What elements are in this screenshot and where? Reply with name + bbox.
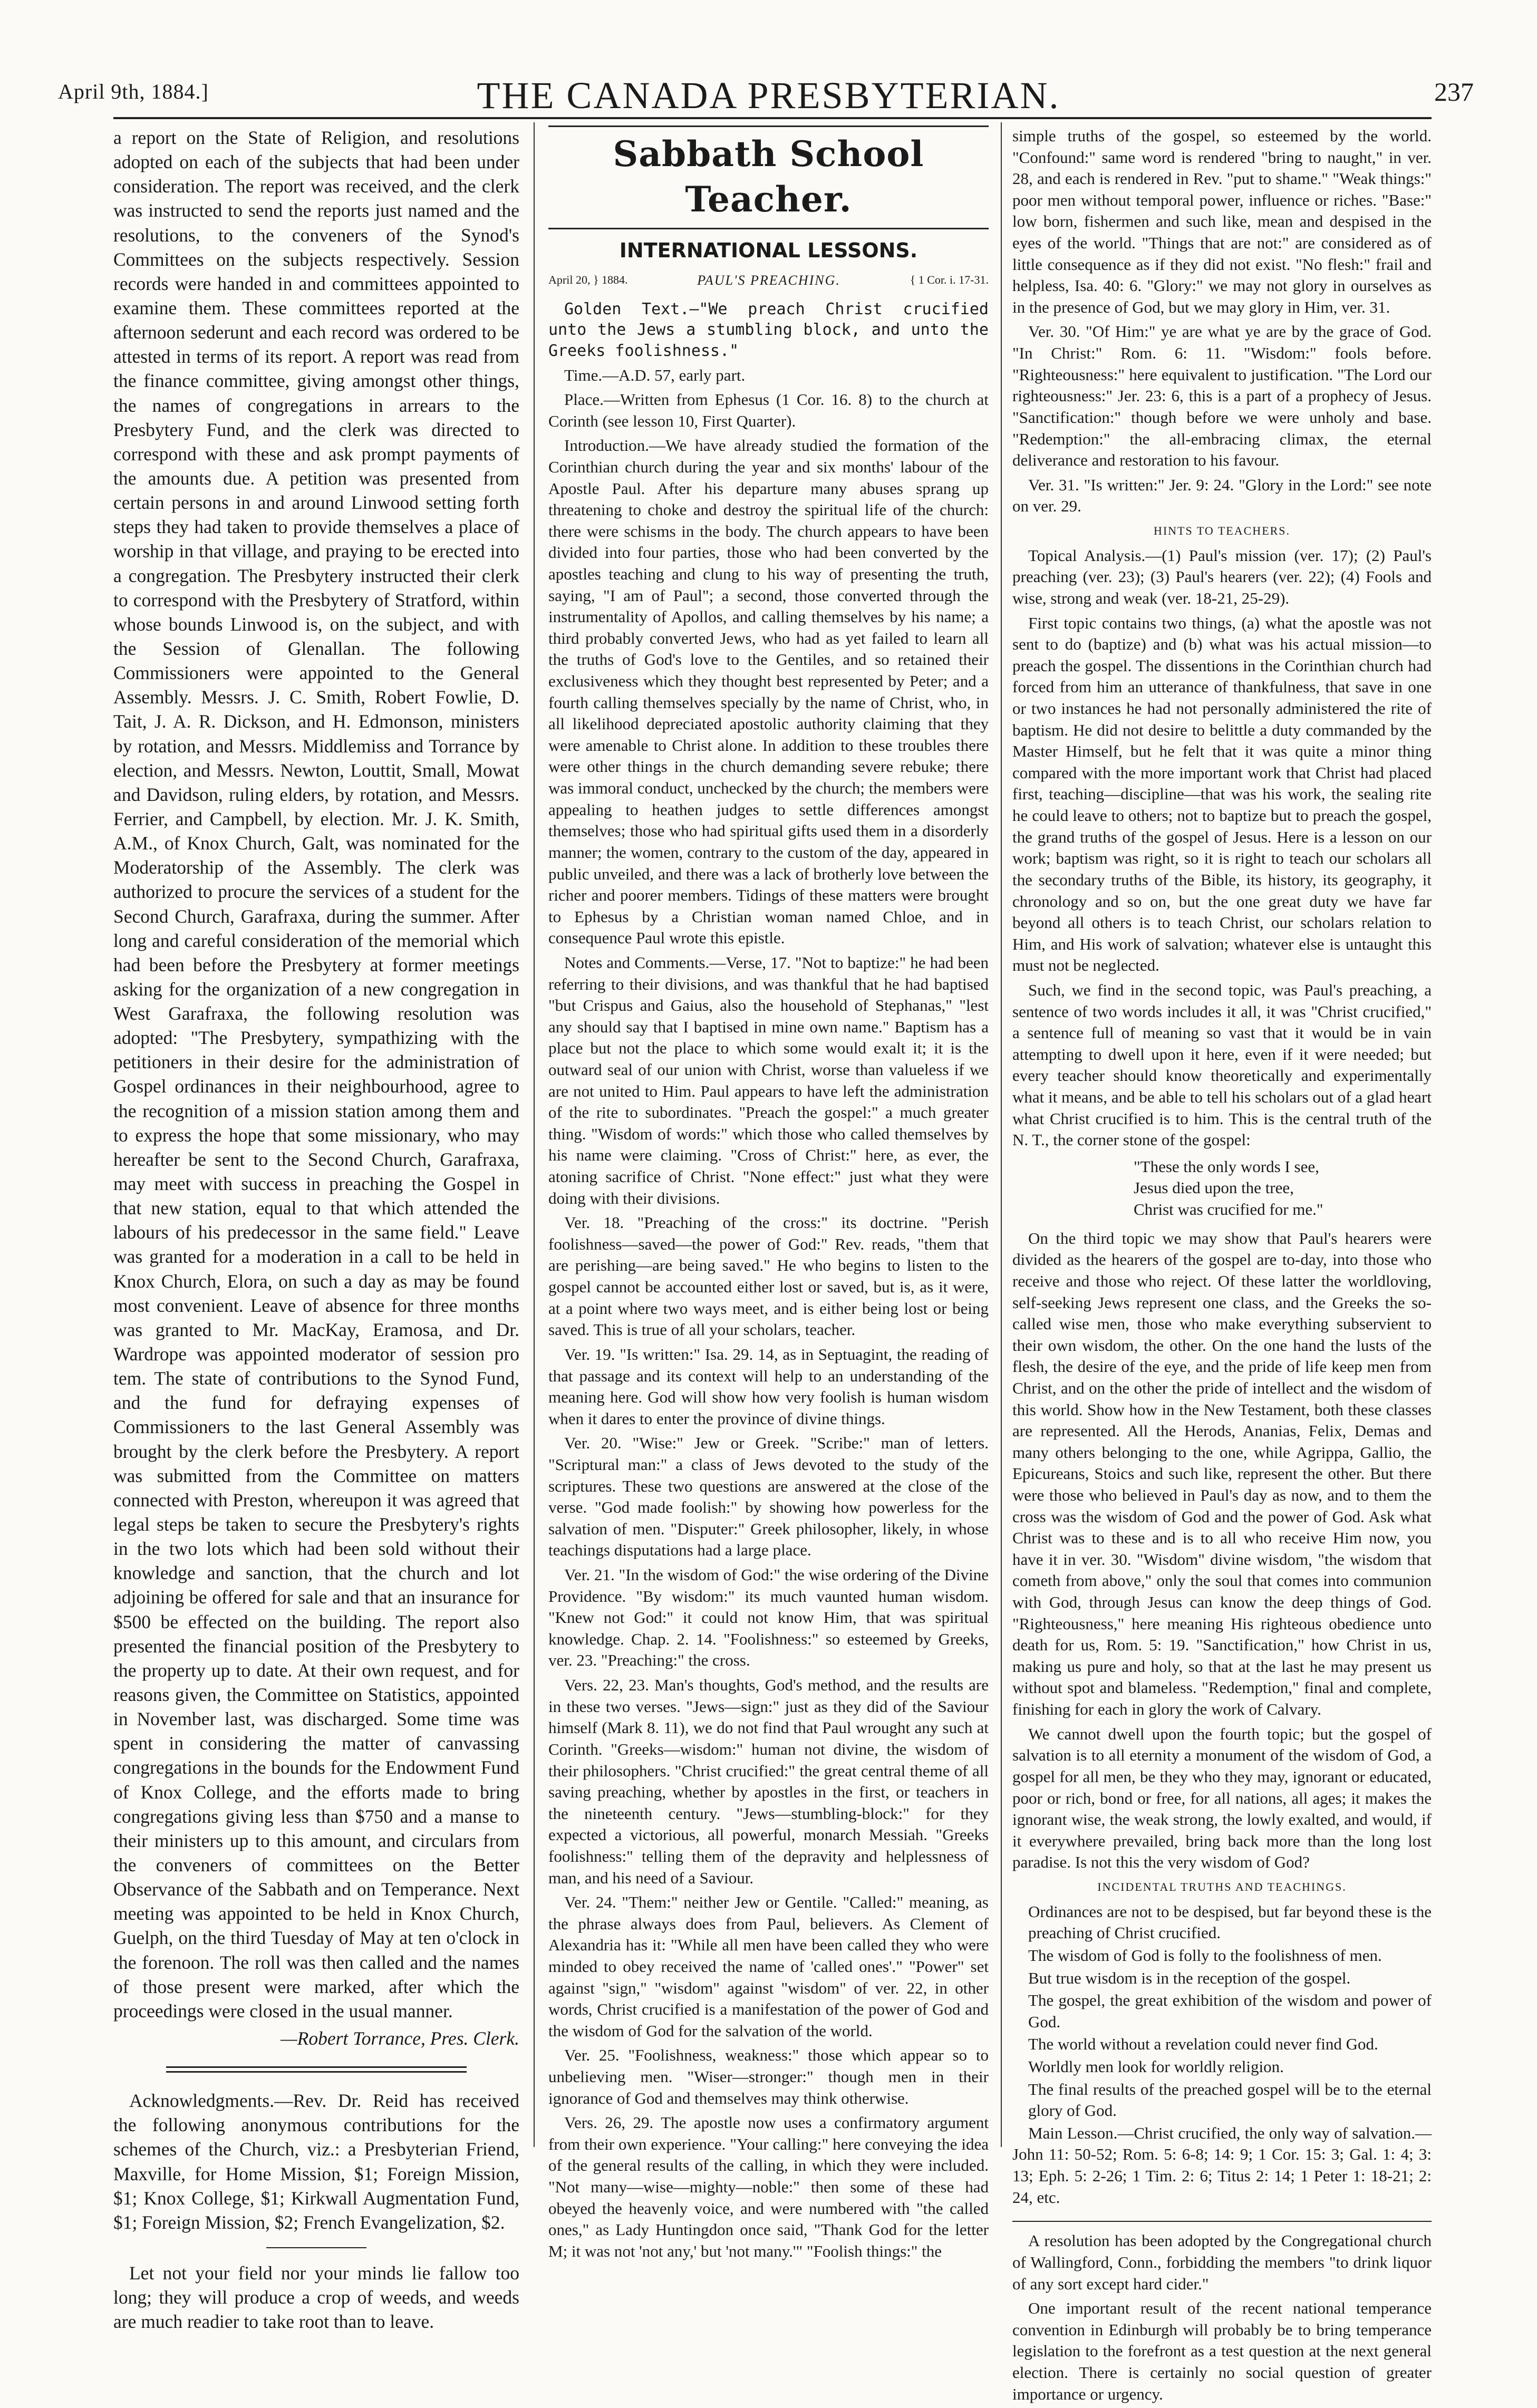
notes-verse-19: Ver. 19. "Is written:" Isa. 29. 14, as in Septuagint, the reading of that passage and its context will help to an understanding of the meaning here. God will show how very foolish is human wisdom when it dares to enter the province of divine things. — [548, 1345, 989, 1428]
notes-verse-21: Ver. 21. "In the wisdom of God:" the wise ordering of the Divine Providence. "By wisdom:" its much vaunted human wisdom. "Knew not God:" it could not know Him, that was spiritual knowledge. Chap. 2. 14. "Foolishness:" so esteemed by Greeks, ver. 23. "Preaching:" the cross. — [548, 1565, 989, 1670]
incidental-truths-list — [1012, 1901, 1432, 2122]
notes-verse-24: Ver. 24. "Them:" neither Jew or Gentile. "Called:" meaning, as the phrase always does from Paul, believers. As Clement of Alexandria has it: "While all men have been called they who were minded to obey received the name of 'called ones'." "Power" set against "sign," "wisdom" against "wisdom" of ver. 22, in other words, Christ crucified is a manifestation of the power of God and the wisdom of God for the salvation of the world. — [548, 1893, 989, 2040]
notes-verse-30: Ver. 30. "Of Him:" ye are what ye are by the grace of God. "In Christ:" Rom. 6: 11. "Wisdom:" fools before. "Righteousness:" here equivalent to justification. "The Lord our righteousness:" Jer. 23: 6, this is a part of a prophecy of Jesus. "Sanctification:" though before we were unholy and base. "Redemption:" the all-embracing climax, the eternal deliverance and restoration to his favour. — [1012, 322, 1432, 470]
incidental-heading: INCIDENTAL TRUTHS AND TEACHINGS. — [1097, 1880, 1347, 1893]
column-divider-2 — [1001, 122, 1002, 2147]
list-item: But true wisdom is in the reception of the gospel. — [1028, 1968, 1351, 1987]
hints-heading: HINTS TO TEACHERS. — [1153, 524, 1291, 537]
page-number: 237 — [1434, 77, 1474, 107]
section-separator — [166, 2066, 467, 2073]
list-item: Ordinances are not to be despised, but far beyond these is the preaching of Christ crucified. — [1028, 1902, 1432, 1942]
column-separator — [1012, 2221, 1432, 2222]
hymn-quote — [1134, 1156, 1432, 1221]
column-2 — [548, 125, 989, 2266]
list-item: The world without a revelation could never find God. — [1028, 2035, 1378, 2054]
main-lesson: Main Lesson.—Christ crucified, the only way of salvation.—John 11: 50-52; Rom. 5: 6-8; 14: 9; 1 Cor. 15: 3; Gal. 1: 4; 3: 13; Eph. 5: 2-26; 1 Tim. 2: 6; Titus 2: 14; 1 Peter 1: 18-21; 2: 24, etc. — [1012, 2123, 1432, 2207]
notes-verse-20: Ver. 20. "Wise:" Jew or Greek. "Scribe:" man of letters. "Scriptural man:" a class of Jews devoted to the study of the scriptures. These two questions are answered at the close of the verse. "God made foolish:" by showing how powerless for the salvation of men. "Disputer:" Greek philosopher, likely, in whose teachings disputations had a large place. — [548, 1434, 989, 1560]
notes-verses-26-29: Vers. 26, 29. The apostle now uses a confirmatory argument from their own experience. "Your calling:" here conveying the idea of the general results of the calling, in which they were included. "Not many—wise—mighty—noble:" then some of these had obeyed the heavenly voice, and were numbered with "the called ones," as Lady Huntingdon once said, "Thank God for the letter M; it was not 'not any,' but 'not many.'" "Foolish things:" the — [548, 2113, 989, 2260]
sabbath-school-masthead: Sabbath School Teacher. — [548, 125, 989, 229]
list-item: The wisdom of God is folly to the foolishness of men. — [1028, 1946, 1382, 1965]
first-topic: First topic contains two things, (a) what the apostle was not sent to do (baptize) and (b) what was his actual mission—to preach the gospel. The dissentions in the Corinthian church had forced from him an utterance of thankfulness, that save in one or two instances he had not personally administered the rite of baptism. He did not desire to belittle a duty commanded by the Master Himself, but he felt that it was quite a minor thing compared with the more important work that Christ had placed first, teaching—discipline—that was his work, the sealing rite he could leave to others; not to baptize but to preach the gospel, the grand truths of the gospel of Jesus. Here is a lesson on our work; baptism was right, so it is right to teach our scholars all the secondary truths of the Bible, its history, its geography, it chronology and so on, but the one great duty we have far beyond all others is to teach Christ, our scholars relation to Him, and His work of salvation; whatever else is untaught this must not be neglected. — [1012, 613, 1432, 975]
third-topic: On the third topic we may show that Paul's hearers were divided as the hearers of the gospel are to-day, into those who receive and those who reject. Of these latter the worldloving, self-seeking Jews represent one class, and the Greeks the so-called wise men, those who make everything subservient to their own wisdom, the other. On the one hand the lusts of the flesh, the desire of the eye, and the pride of life keep men from Christ, and on the other the pride of intellect and the wisdom of this world. Show how in the New Testament, both these classes are represented. All the Herods, Ananias, Felix, Demas and many others belonging to the one, while Agrippa, Gallio, the Epicureans, Stoics and such like, represent the other. But there were those who believed in Paul's day as now, and to them the cross was the wisdom of God and the power of God. Ask what Christ was to these and is to all who receive Him now, you have it in ver. 30. "Wisdom" divine wisdom, "the wisdom that cometh from above," only the soul that comes into communion with God, through Jesus can know the deep things of God. "Righteousness," here meaning His righteous obedience unto death for us, Rom. 5: 19. "Sanctification," how Christ in us, making us pure and holy, so that at the last he may present us without spot and blameless. "Redemption," final and complete, finishing for each in glory the work of Calvary. — [1012, 1229, 1432, 1719]
list-item: The gospel, the great exhibition of the wisdom and power of God. — [1028, 1991, 1432, 2031]
column-1 — [113, 125, 519, 2337]
column-divider-1 — [534, 122, 535, 2147]
header-rule — [113, 117, 1432, 119]
fourth-topic: We cannot dwell upon the fourth topic; but the gospel of salvation is to all eternity a monument of the wisdom of God, a gospel for all men, be they who they may, ignorant or educated, poor or rich, bond or free, for all nations, all ages; it makes the ignorant wise, the weak strong, the lowly exalted, and would, if it everywhere prevailed, bring back more than the long lost paradise. Is not this the very wisdom of God? — [1012, 1724, 1432, 1872]
report-signature: —Robert Torrance, Pres. Clerk. — [281, 2027, 519, 2049]
issue-date: April 9th, 1884.] — [58, 80, 209, 103]
topical-analysis: Topical Analysis.—(1) Paul's mission (ver. 17); (2) Paul's preaching (ver. 23); (3) Paul's hearers (ver. 22); (4) Fools and wise, strong and weak (ver. 18-21, 25-29). — [1012, 546, 1432, 607]
lesson-introduction: Introduction.—We have already studied the formation of the Corinthian church during the year and six months' labour of the Apostle Paul. After his departure many abuses sprang up threatening to choke and destroy the spiritual life of the church: there were schisms in the body. The church appears to have been divided into four parties, those who had been converted by the apostles teaching and clung to his way of presenting the truth, saying, "I am of Paul"; a second, those converted through the instrumentality of Apollos, and calling themselves by his name; a third probably converted Jews, who had as yet failed to learn all the truths of God's love to the Gentiles, and so retained their exclusiveness which they thought best represented by Peter; and a fourth calling themselves specially by the name of Christ, who, in all likelihood depreciated apostolic authority claiming that they were amenable to Christ alone. In addition to these troubles there were other things in the church demanding severe rebuke; there was immoral conduct, unchecked by the church; the members were appealing to heathen judges to settle differences amongst themselves; those who had spiritual gifts used them in a disorderly manner; the women, contrary to the custom of the day, appeared in public unveiled, and there was a lack of brotherly love between the richer and poorer members. Tidings of these matters were brought to Ephesus by a Christian woman named Chloe, and in consequence Paul wrote this epistle. — [548, 436, 989, 947]
fallow-paragraph: Let not your field nor your minds lie fallow too long; they will produce a crop of weeds, and weeds are much readier to take root than to leave. — [113, 2262, 519, 2333]
presbytery-report: a report on the State of Religion, and resolutions adopted on each of the subjects that had been under consideration. The report was received, and the clerk was instructed to send the reports just named and the resolutions, to the conveners of the Synod's Committees on the subjects respectively. Session records were handed in and committees appointed to examine them. These committees reported at the afternoon sederunt and each record was ordered to be attested in terms of its report. A report was read from the finance committee, giving amongst other things, the names of congregations in arrears to the Presbytery Fund, and the clerk was directed to correspond with these and ask prompt payments of the amounts due. A petition was presented from certain persons in and around Linwood setting forth steps they had taken to provide themselves a place of worship in that village, and praying to be erected into a congregation. The Presbytery instructed their clerk to correspond with the Presbytery of Stratford, within whose bounds Linwood is, on the subject, and with the Session of Glenallan. The following Commissioners were appointed to the General Assembly. Messrs. J. C. Smith, Robert Fowlie, D. Tait, J. A. R. Dickson, and H. Edmonson, ministers by rotation, and Messrs. Middlemiss and Torrance by election, and Messrs. Newton, Louttit, Small, Mowat and Davidson, ruling elders, by rotation, and Messrs. Ferrier, and Campbell, by election. Mr. J. K. Smith, A.M., of Knox Church, Galt, was nominated for the Moderatorship of the Assembly. The clerk was authorized to procure the services of a student for the Second Church, Garafraxa, during the summer. After long and careful consideration of the memorial which had been before the Presbytery at former meetings asking for the organization of a new congregation in West Garafraxa, the following resolution was adopted: "The Presbytery, sympathizing with the petitioners in their desire for the administration of Gospel ordinances in their neighbourhood, agree to the recognition of a mission station among them and to express the hope that some missionary, who may hereafter be sent to the Second Church, Garafraxa, may meet with success in preaching the Gospel in that new station, equal to that which attended the labours of his predecessor in the same field." Leave was granted for a moderation in a call to be held in Knox Church, Elora, on such a day as may be found most convenient. Leave of absence for three months was granted to Mr. MacKay, Eramosa, and Dr. Wardrope was appointed moderator of session pro tem. The state of contributions to the Synod Fund, and the fund for defraying expenses of Commissioners to the last General Assembly was brought by the clerk before the Presbytery. A report was submitted from the Committee on matters connected with Preston, whereupon it was agreed that legal steps be taken to secure the Presbytery's rights in the two lots which had been sold without their knowledge and sanction, that the church and lot adjoining be offered for sale and that an insurance for $500 be effected on the building. The report also presented the financial position of the Presbytery to the property up to date. At their own request, and for reasons given, the Committee on Statistics, appointed in November last, was discharged. Some time was spent in considering the matter of canvassing congregations in the bounds for the Endowment Fund of Knox College, and the efforts made to bring congregations giving less than $750 and a manse to their ministers up to this amount, and circulars from the conveners of committees on the Better Observance of the Sabbath and on Temperance. Next meeting was appointed to be held in Knox Church, Guelph, on the third Tuesday of May at ten o'clock in the forenoon. The roll was then called and the names of those present were marked, after which the proceedings were closed in the usual manner. — [113, 127, 519, 2022]
golden-text: Golden Text.—"We preach Christ crucified unto the Jews a stumbling block, and unto the Greeks foolishness." — [548, 299, 989, 360]
temperance-paragraph: One important result of the recent national temperance convention in Edinburgh will probably be to bring temperance legislation to the forefront as a test question at the next general election. There is certainly no social question of greater importance or urgency. — [1012, 2299, 1432, 2403]
notes-verse-31: Ver. 31. "Is written:" Jer. 9: 24. "Glory in the Lord:" see note on ver. 29. — [1012, 475, 1432, 516]
notes-continued: simple truths of the gospel, so esteemed by the world. "Confound:" same word is rendered "bring to naught," in ver. 28, and each is rendered in Rev. "put to shame." "Weak things:" poor men without temporal power, influence or riches. "Base:" low born, fishermen and such like, mean and despised in the eyes of the world. "Things that are not:" are considered as of little consequence as if they did not exist. "No flesh:" frail and helpless, Isa. 40: 6. "Glory:" we may not glory in ourselves as in the presence of God, but we may glory in Him, ver. 31. — [1012, 127, 1432, 316]
lesson-date: April 20, } 1884. — [548, 273, 628, 287]
lesson-info-row — [548, 272, 989, 289]
lesson-title: PAUL'S PREACHING. — [697, 272, 840, 288]
second-topic: Such, we find in the second topic, was Paul's preaching, a sentence of two words includes it all, it was "Christ crucified," a sentence full of meaning so vast that it would be in vain attempting to dwell upon it here, even if it were needed; but every teacher should know theoretically and experimentally what it means, and be able to tell his scholars out of a glad heart what Christ crucified is to him. This is the central truth of the N. T., the corner stone of the gospel: — [1012, 980, 1432, 1149]
acknowledgments-paragraph: Acknowledgments.—Rev. Dr. Reid has received the following anonymous contributions for the schemes of the Church, viz.: a Presbyterian Friend, Maxville, for Home Mission, $1; Foreign Mission, $1; Knox College, $1; Kirkwall Augmentation Fund, $1; Foreign Mission, $2; French Evangelization, $2. — [113, 2090, 519, 2233]
short-separator — [266, 2247, 366, 2248]
hymn-line: Christ was crucified for me." — [1134, 1200, 1323, 1219]
newspaper-title: THE CANADA PRESBYTERIAN. — [477, 74, 1060, 117]
notes-verse-17: Notes and Comments.—Verse, 17. "Not to baptize:" he had been referring to their divisions, and was thankful that he had baptised "but Crispus and Gaius, also the household of Stephanas," "lest any should say that I baptised in mine own name." Baptism has a place but not the place to which some would exalt it; it is the outward seal of our union with Christ, worse than valueless if we are not united to Him. Paul appears to have left the administration of the rite to subordinates. "Preach the gospel:" a much greater thing. "Wisdom of words:" which those who called themselves by his name were claiming. "Cross of Christ:" here, as ever, the atoning sacrifice of Christ. "None effect:" just what they were doing with their divisions. — [548, 953, 989, 1207]
international-lessons-heading: INTERNATIONAL LESSONS. — [619, 238, 918, 262]
lesson-place: Place.—Written from Ephesus (1 Cor. 16. 8) to the church at Corinth (see lesson 10, First Quarter). — [548, 390, 989, 430]
notes-verse-25: Ver. 25. "Foolishness, weakness:" those which appear so to unbelieving men. "Wiser—stronger:" though men in their ignorance of God and themselves may think otherwise. — [548, 2046, 989, 2107]
lesson-reference: { 1 Cor. i. 17-31. — [910, 273, 989, 287]
lesson-time: Time.—A.D. 57, early part. — [564, 365, 746, 384]
hymn-line: Jesus died upon the tree, — [1134, 1178, 1294, 1197]
column-3 — [1012, 125, 1432, 2408]
notes-verse-18: Ver. 18. "Preaching of the cross:" its doctrine. "Perish foolishness—saved—the power of God:" Rev. reads, "them that are perishing—are being saved." He who begins to listen to the gospel cannot be accounted either lost or saved, but is, as it were, at a point where two ways meet, and is either being lost or being saved. This is true of all your scholars, teacher. — [548, 1213, 989, 1339]
list-item: The final results of the preached gospel will be to the eternal glory of God. — [1028, 2080, 1432, 2120]
notes-verses-22-23: Vers. 22, 23. Man's thoughts, God's method, and the results are in these two verses. "Jews—sign:" just as they did of the Saviour himself (Mark 8. 11), we do not find that Paul wrought any such at Corinth. "Greeks—wisdom:" human not divine, the wisdom of their philosophers. "Christ crucified:" the great central theme of all saving preaching, whether by apostles in the first, or teachers in the nineteenth century. "Jews—stumbling-block:" for they expected a victorious, all powerful, monarch Messiah. "Greeks foolishness:" telling them of the depravity and helplessness of man, and his need of a Saviour. — [548, 1676, 989, 1887]
list-item: Worldly men look for worldly religion. — [1028, 2057, 1284, 2076]
hymn-line: "These the only words I see, — [1134, 1157, 1319, 1176]
resolution-paragraph: A resolution has been adopted by the Congregational church of Wallingford, Conn., forbidding the members "to drink liquor of any sort except hard cider." — [1012, 2231, 1432, 2293]
